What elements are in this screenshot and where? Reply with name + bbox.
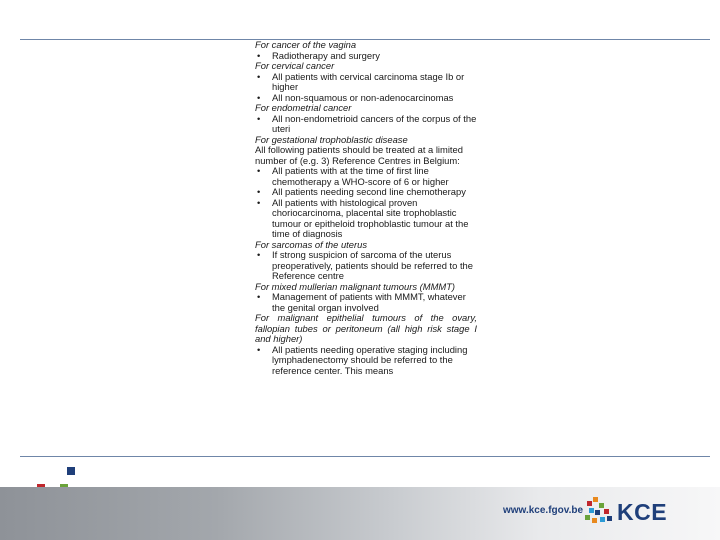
paragraph: All following patients should be treated at a limited number of (e.g. 3) Reference Centres in Belgium: [255,144,463,166]
bullet-item: • All patients with at the time of first line chemotherapy a WHO-score of 6 or higher [255,166,477,187]
bullet-item: • Radiotherapy and surgery [255,51,477,62]
bullet-item: • All non-squamous or non-adenocarcinomas [255,93,477,104]
section-heading: For cancer of the vagina [255,39,357,50]
bullet-item: • If strong suspicion of sarcoma of the uterus preoperatively, patients should be referred to the Reference centre [255,250,477,282]
section-heading: For malignant epithelial tumours of the ovary, fallopian tubes or peritoneum (all high risk stage I and higher) [255,312,477,344]
section-heading: For endometrial cancer [255,102,352,113]
document-body [255,40,477,376]
kce-logo-icon [585,497,615,527]
section-heading: For mixed mullerian malignant tumours (MMMT) [255,280,456,292]
kce-logo-text: KCE [617,499,668,525]
bullet-item: • All patients with histological proven choriocarcinoma, placental site trophoblastic tumour or epitheloid trophoblastic tumour at the time of diagnosis [255,198,477,240]
bullet-item: • All patients needing second line chemotherapy [255,187,477,198]
bullet-item: • All non-endometrioid cancers of the corpus of the uteri [255,114,477,135]
bullet-item: • All patients needing operative staging including lymphadenectomy should be referred to the reference center. This means [255,345,477,377]
section-heading: For cervical cancer [255,60,335,71]
bottom-divider [20,456,710,457]
section-heading: For sarcomas of the uterus [255,238,368,250]
website-link[interactable]: www.kce.fgov.be [503,505,584,516]
bullet-item: • Management of patients with MMMT, whatever the genital organ involved [255,292,477,313]
bullet-item: • All patients with cervical carcinoma stage Ib or higher [255,72,477,93]
section-heading: For gestational trophoblastic disease [255,133,408,145]
square-blue [67,467,75,475]
